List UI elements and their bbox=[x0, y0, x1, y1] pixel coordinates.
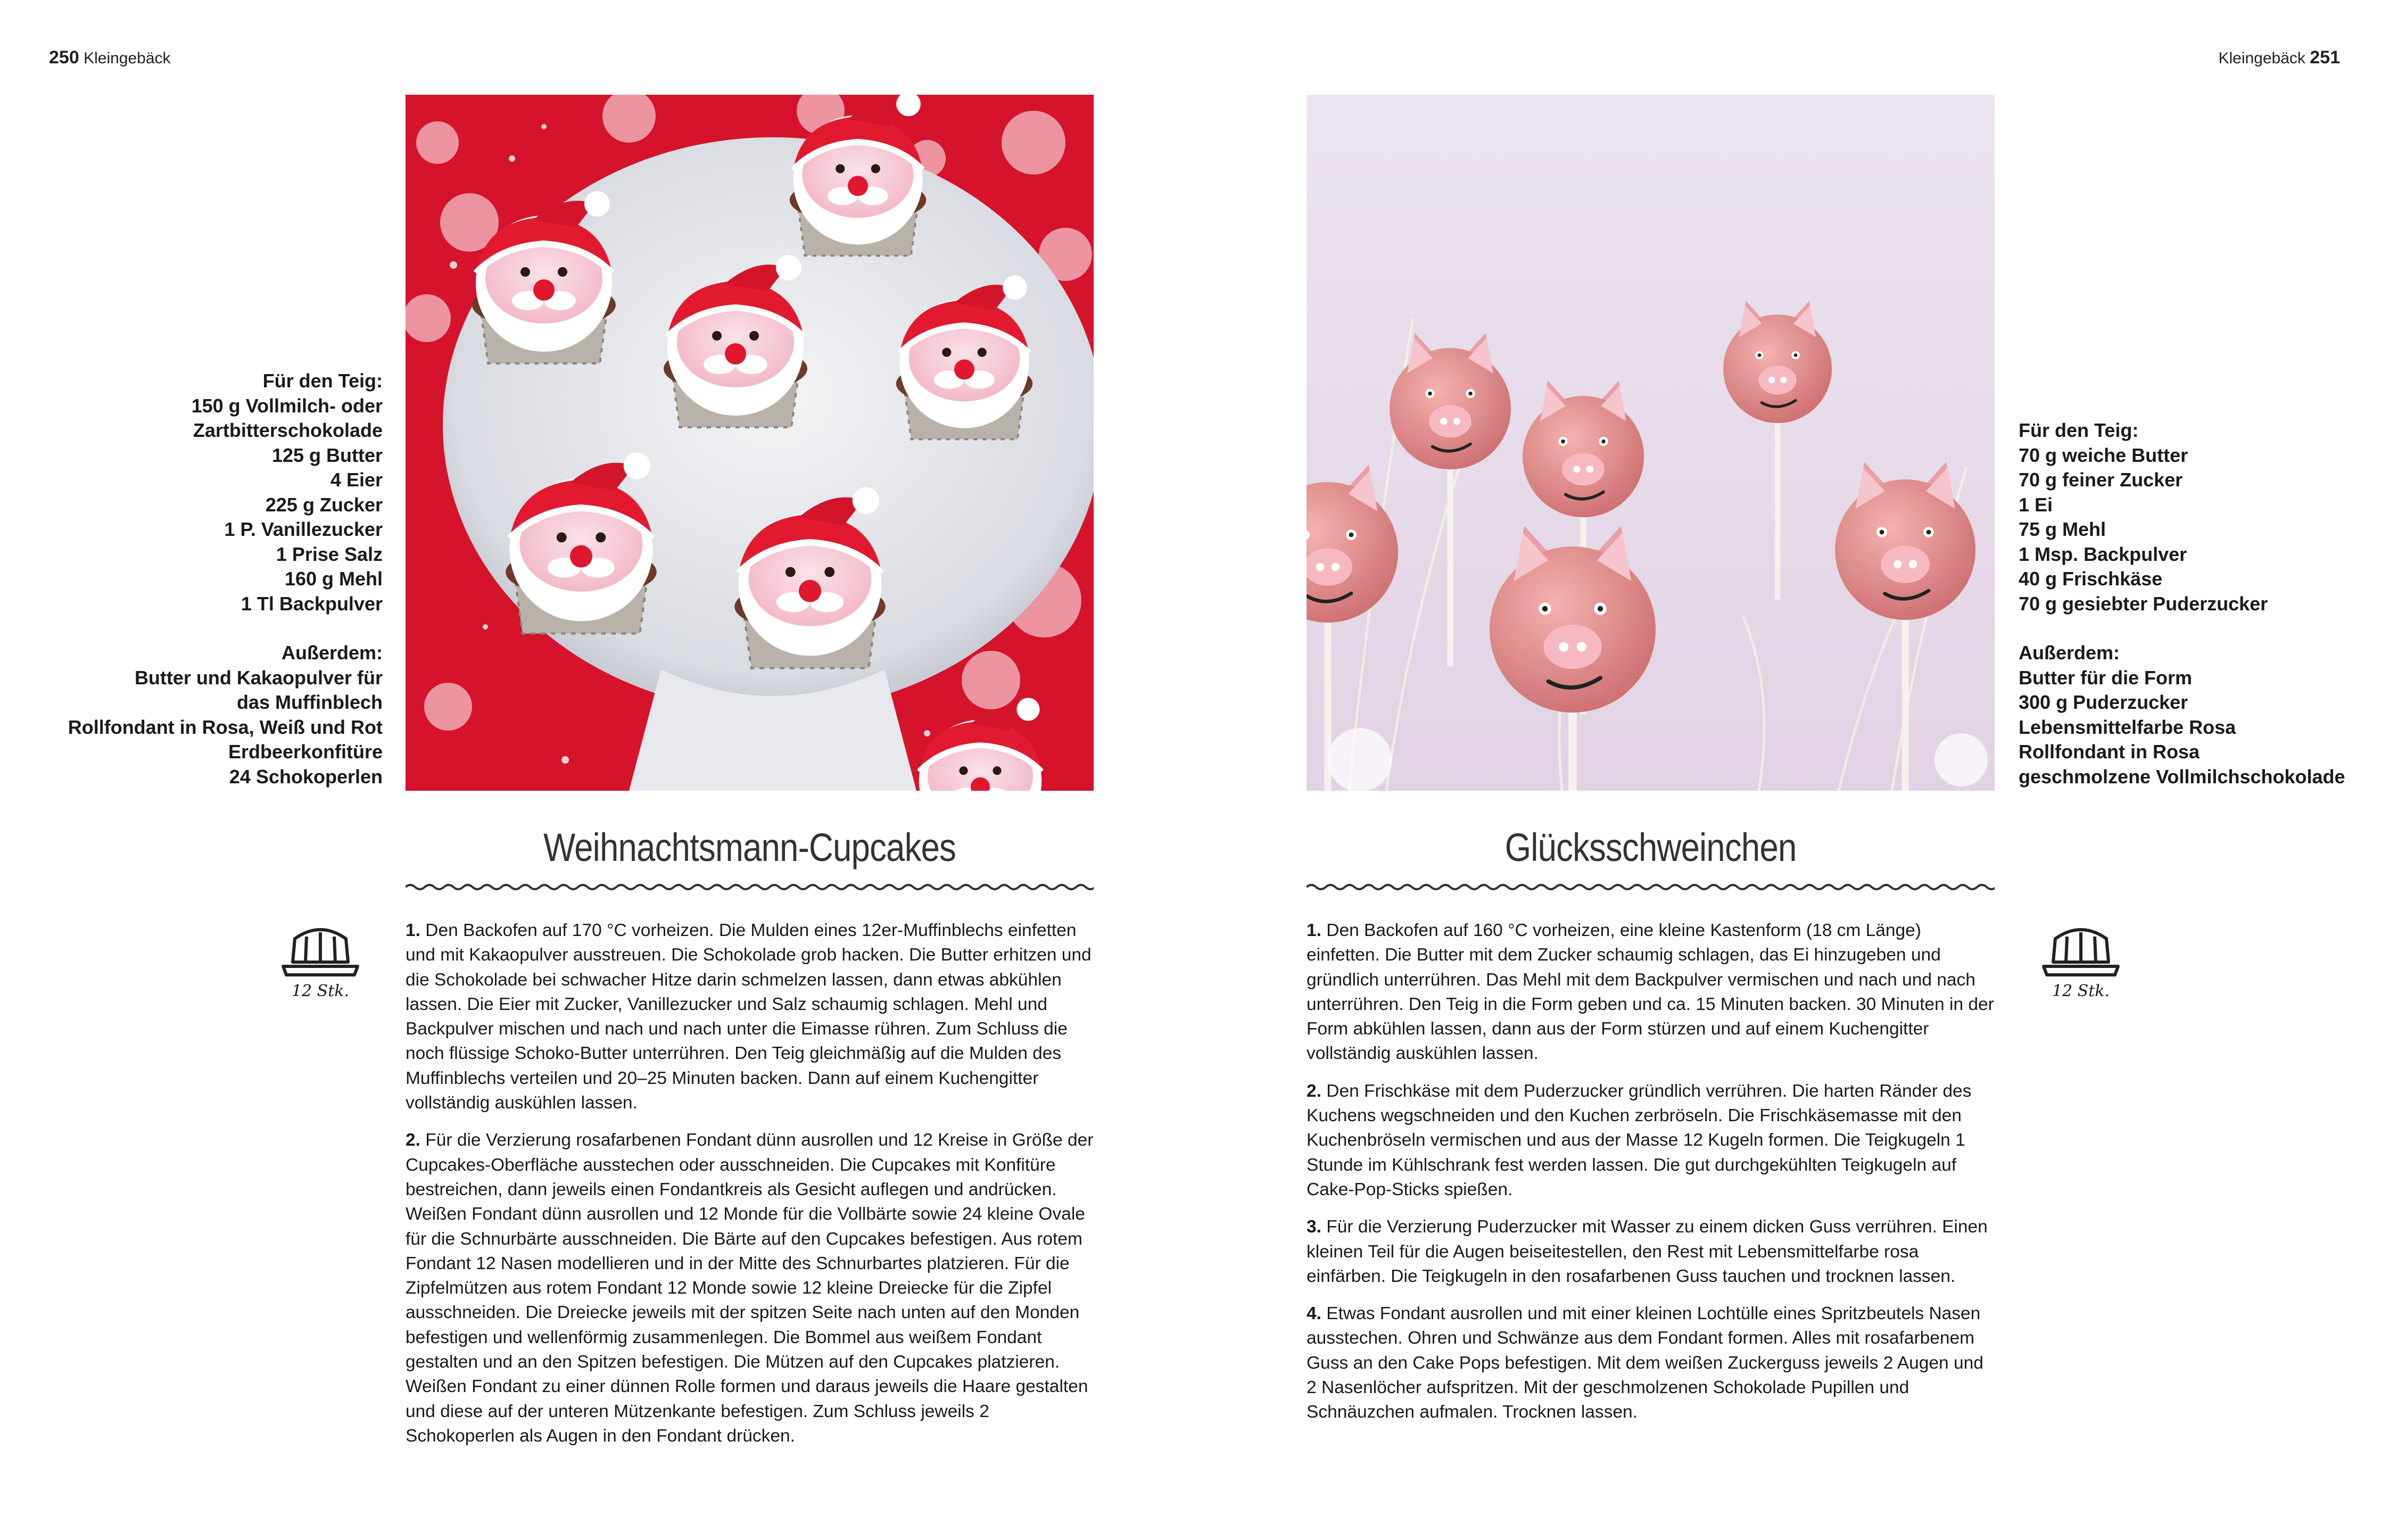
right-yield-text: 12 Stk. bbox=[2052, 982, 2110, 1000]
left-recipe-steps bbox=[406, 918, 1094, 1461]
ingredient-item: 1 Tl Backpulver bbox=[241, 592, 383, 615]
ingredient-item: 300 g Puderzucker bbox=[2019, 691, 2188, 713]
ingredient-item: 160 g Mehl bbox=[284, 568, 383, 590]
right-ingredient-list bbox=[2019, 418, 2345, 789]
ingredient-heading: Außerdem: bbox=[2019, 642, 2120, 664]
ingredient-heading: Außerdem: bbox=[281, 642, 383, 664]
right-recipe-title: Glücksschweinchen bbox=[1505, 825, 1797, 870]
step-paragraph: 4. Etwas Fondant ausrollen und mit einer kleinen Lochtülle eines Spritzbeutels Nasen ausstechen. Ohren und Schwänze aus dem Fondant formen. Alles mit rosafarbenem Guss an den Cake Pops befestigen. Mit dem weißen Zuckerguss jeweils 2 Augen und 2 Nasenlöcher aufspritzen. Mit der geschmolzenen Schokolade Pupillen und Schnäuzchen aufmalen. Trocknen lassen. bbox=[1307, 1304, 1983, 1422]
ingredient-item: das Muffinblech bbox=[236, 691, 383, 713]
right-page-header bbox=[2218, 48, 2340, 68]
ingredient-item: Lebensmittelfarbe Rosa bbox=[2019, 716, 2236, 738]
step-paragraph: 3. Für die Verzierung Puderzucker mit Wasser zu einem dicken Guss verrühren. Einen kleinen Teil für die Augen beiseitestellen, den Rest mit Lebensmittelfarbe rosa einfärben. Die Teigkugeln in den rosafarbenen Guss tauchen und trocknen lassen. bbox=[1307, 1217, 1988, 1286]
ingredient-item: 1 P. Vanillezucker bbox=[224, 518, 383, 540]
left-yield-block bbox=[278, 921, 363, 1000]
ingredient-item: 4 Eier bbox=[330, 469, 383, 491]
pig-cake-pops-photo bbox=[1307, 95, 1995, 791]
right-yield-block bbox=[2038, 921, 2123, 1000]
ingredient-item: Rollfondant in Rosa, Weiß und Rot bbox=[68, 716, 383, 738]
ingredient-heading: Für den Teig: bbox=[2019, 419, 2139, 441]
bundt-cake-icon bbox=[2038, 921, 2123, 979]
left-page-number: 250 bbox=[49, 47, 79, 68]
ingredient-item: geschmolzene Vollmilchschokolade bbox=[2019, 765, 2345, 788]
step-paragraph: 2. Den Frischkäse mit dem Puderzucker gründlich verrühren. Die harten Ränder des Kuchens wegschneiden und den Kuchen zerbröseln. Die Frischkäsemasse mit den Kuchenbröseln vermischen und aus der Masse 12 Kugeln formen. Die Teigkugeln 1 Stunde im Kühlschrank fest werden lassen. Die gut durchgekühlten Teigkugeln auf Cake-Pop-Sticks spießen. bbox=[1307, 1081, 1972, 1199]
ingredient-item: 1 Prise Salz bbox=[276, 543, 383, 565]
ingredient-item: Erdbeerkonfitüre bbox=[228, 741, 383, 763]
ingredient-item: Butter für die Form bbox=[2019, 666, 2193, 689]
ingredient-item: 70 g feiner Zucker bbox=[2019, 469, 2183, 491]
ingredient-item: Rollfondant in Rosa bbox=[2019, 741, 2200, 763]
step-paragraph: 1. Den Backofen auf 170 °C vorheizen. Die Mulden eines 12er-Muffinblechs einfetten und mit Kakaopulver ausstreuen. Die Schokolade grob hacken. Die Butter erhitzen und die Schokolade bei schwacher Hitze darin schmelzen lassen, dann etwas abkühlen lassen. Die Eier mit Zucker, Vanillezucker und Salz schaumig schlagen. Mehl und Backpulver mischen und nach und nach unter die Eimasse rühren. Zum Schluss die noch flüssige Schoko-Butter unterrühren. Den Teig gleichmäßig auf die Mulden des Muffinblechs verteilen und 20–25 Minuten backen. Dann auf einem Kuchengitter vollständig auskühlen lassen. bbox=[406, 921, 1092, 1113]
ingredient-item: 125 g Butter bbox=[271, 444, 383, 466]
ingredient-item: 40 g Frischkäse bbox=[2019, 568, 2163, 590]
santa-cupcakes-photo bbox=[406, 95, 1094, 791]
left-section-label: Kleingebäck bbox=[84, 49, 171, 67]
ingredient-item: 150 g Vollmilch- oder bbox=[191, 394, 383, 417]
ingredient-item: 225 g Zucker bbox=[265, 493, 383, 516]
bundt-cake-icon bbox=[278, 921, 363, 979]
ingredient-item: 70 g weiche Butter bbox=[2019, 444, 2188, 466]
right-page-number: 251 bbox=[2310, 47, 2340, 68]
step-paragraph: 1. Den Backofen auf 160 °C vorheizen, eine kleine Kastenform (18 cm Länge) einfetten. Die Butter mit dem Zucker schaumig schlagen, das Ei hinzugeben und gründlich unterrühren. Das Mehl mit dem Backpulver vermischen und nach und nach unterrühren. Den Teig in die Form geben und ca. 15 Minuten backen. 30 Minuten in der Form abkühlen lassen, dann aus der Form stürzen und auf einem Kuchengitter vollständig auskühlen lassen. bbox=[1307, 921, 1994, 1064]
ingredient-item: 70 g gesiebter Puderzucker bbox=[2019, 592, 2268, 615]
ingredient-item: 1 Ei bbox=[2019, 493, 2053, 516]
ingredient-item: 1 Msp. Backpulver bbox=[2019, 543, 2187, 565]
right-recipe-steps bbox=[1307, 918, 1995, 1438]
right-wavy-divider bbox=[1307, 879, 1995, 895]
ingredient-item: Zartbitterschokolade bbox=[193, 419, 383, 441]
left-wavy-divider bbox=[406, 879, 1094, 895]
left-recipe-title: Weihnachtsmann-Cupcakes bbox=[543, 825, 956, 870]
ingredient-item: 75 g Mehl bbox=[2019, 518, 2106, 540]
ingredient-item: Butter und Kakaopulver für bbox=[134, 666, 383, 689]
right-section-label: Kleingebäck bbox=[2218, 49, 2305, 67]
ingredient-item: 24 Schokoperlen bbox=[229, 765, 383, 788]
ingredient-heading: Für den Teig: bbox=[262, 370, 383, 392]
left-ingredient-list bbox=[68, 369, 383, 789]
left-page-header bbox=[49, 48, 171, 68]
left-yield-text: 12 Stk. bbox=[291, 982, 350, 1000]
step-paragraph: 2. Für die Verzierung rosafarbenen Fondant dünn ausrollen und 12 Kreise in Größe der Cupcakes-Oberfläche ausstechen oder ausschneiden. Die Cupcakes mit Konfitüre bestreichen, dann jeweils einen Fondantkreis als Gesicht auflegen und andrücken. Weißen Fondant dünn ausrollen und 12 Monde für die Vollbärte sowie 24 kleine Ovale für die Schnurbärte ausschneiden. Die Bärte auf den Cupcakes befestigen. Aus rotem Fondant 12 Nasen modellieren und in der Mitte des Schnurbartes platzieren. Für die Zipfelmützen aus rotem Fondant 12 Monde sowie 12 kleine Dreiecke für die Zipfel ausschneiden. Die Dreiecke jeweils mit der spitzen Seite nach unten auf den Monden befestigen und wellenförmig zusammenlegen. Die Bommel aus weißem Fondant gestalten und an den Spitzen befestigen. Die Mützen auf den Cupcakes platzieren. Weißen Fondant zu einer dünnen Rolle formen und daraus jeweils die Haare gestalten und diese auf der unteren Mützenkante befestigen. Zum Schluss jeweils 2 Schokoperlen als Augen in den Fondant drücken. bbox=[406, 1130, 1094, 1446]
